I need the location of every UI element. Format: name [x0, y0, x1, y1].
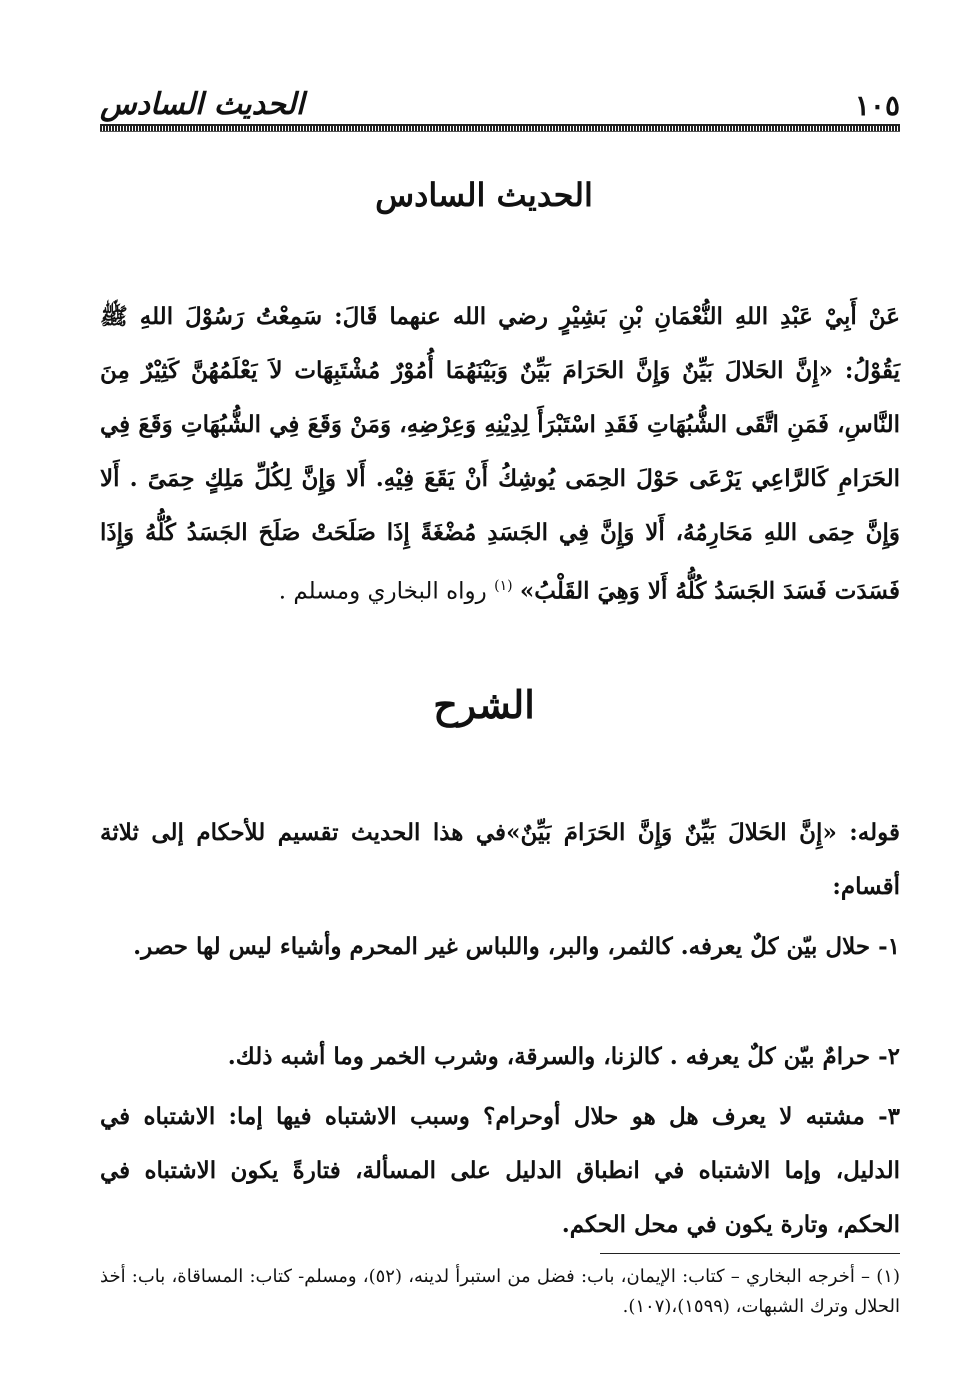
sharh-intro: [100, 806, 900, 914]
intro-rest: في هذا الحديث تقسيم للأحكام إلى ثلاثة أقسام:: [100, 819, 900, 900]
hadith-source: رواه البخاري ومسلم .: [278, 578, 487, 605]
header-rule: [100, 124, 900, 132]
hadith-title: الحديث السادس: [375, 176, 593, 214]
page-number: ١٠٥: [854, 89, 900, 122]
list-item: [100, 1030, 900, 1084]
item-text: مشتبه لا يعرف هل هو حلال أوحرام؟ وسبب الاشتباه فيها إما: الاشتباه في الدليل، وإما الاشتباه في انطباق الدليل على المسألة، فتارةً يكون الاشتباه في الحكم، وتارة يكون في محل الحكم.: [100, 1103, 900, 1238]
running-title: الحديث السادس: [100, 87, 305, 122]
list-item: [100, 1090, 900, 1252]
sharh-title: الشرح: [433, 682, 535, 727]
list-item: [100, 920, 900, 974]
footnote-reference[interactable]: (١): [494, 578, 513, 594]
item-number: ٣-: [864, 1103, 900, 1130]
item-text: حلال بيّن كلٌ يعرفه. كالثمر، والبر، واللباس غير المحرم وأشياء ليس لها حصر.: [133, 933, 871, 960]
item-number: ٢-: [870, 1043, 900, 1070]
footnote-rule: [600, 1253, 900, 1254]
intro-quote: «إِنَّ الحَلالَ بَيِّنٌ وَإِنَّ الحَرَامَ بَيِّنٌ»: [506, 819, 837, 846]
hadith-text: عَنْ أَبِيْ عَبْدِ اللهِ النُّعْمَانِ بْنِ بَشِيْرٍ رضي الله عنهما قَالَ: سَمِعْتُ رَسُوْلَ اللهِ ﷺ يَقُوْلُ: «إِنَّ الحَلالَ بَيِّنٌ وَإِنَّ الحَرَامَ بَيِّنٌ وَبَيْنَهُمَا أُمُوْرٌ مُشْتَبِهَات لاَ يَعْلَمُهُنَّ كَثِيْرٌ مِنَ النَّاسِ، فَمَنِ اتَّقَى الشُّبُهَاتِ فَقَدِ اسْتَبْرَأَ لِدِيْنِهِ وَعِرْضِهِ، وَمَنْ وَقَعَ فِي الشُّبُهَاتِ وَقَعَ فِي الحَرَامِ كَالرَّاعِي يَرْعَى حَوْلَ الحِمَى يُوشِكُ أَنْ يَقَعَ فِيْهِ. أَلا وَإِنَّ لِكُلِّ مَلِكٍ حِمَىً . أَلا وَإِنَّ حِمَى اللهِ مَحَارِمُهُ، أَلا وَإِنَّ فِي الجَسَدِ مُضْغَةً إِذَا صَلَحَتْ صَلَحَ الجَسَدُ كُلُّهُ وَإِذَا فَسَدَت فَسَدَ الجَسَدُ كُلُّهُ أَلا وَهِيَ القَلْبُ»: [100, 303, 900, 605]
running-header: [100, 78, 900, 122]
footnote: (١) – أخرجه البخاري – كتاب: الإيمان، باب: فضل من استبرأ لدينه، (٥٢)، ومسلم- كتاب: المساقاة، باب: أخذ الحلال وترك الشبهات، (١٥٩٩)،(١٠٧).: [100, 1266, 900, 1317]
hadith-text-block: [100, 290, 900, 619]
item-number: ١-: [870, 933, 900, 960]
item-text: حرامٌ بيّن كلٌ يعرفه . كالزنا، والسرقة، وشرب الخمر وما أشبه ذلك.: [227, 1043, 871, 1070]
intro-lead: قوله:: [836, 819, 901, 846]
